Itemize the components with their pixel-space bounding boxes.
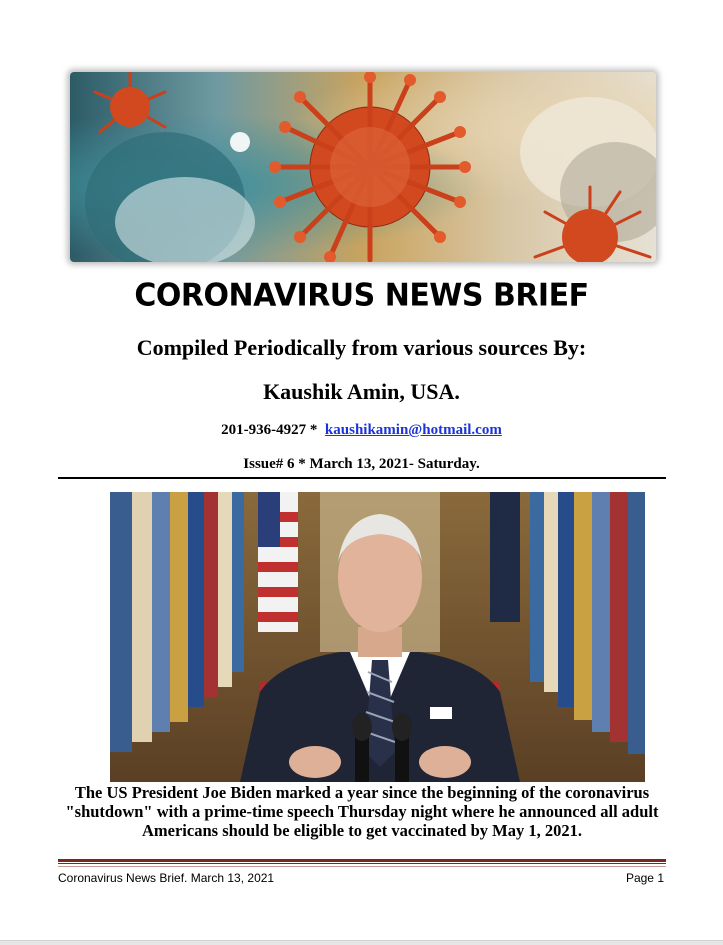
page-number: Page 1: [625, 871, 664, 885]
photo-illustration-icon: [110, 492, 645, 782]
contact-line: [0, 422, 723, 439]
footer-divider-thin: [58, 863, 666, 864]
president-speech-photo: [110, 492, 645, 782]
footer-divider-light: [58, 866, 666, 867]
phone-number: 201-936-4927 *: [221, 422, 318, 438]
footer-publication: Coronavirus News Brief. March 13, 2021: [58, 871, 275, 885]
compiled-by-subtitle: Compiled Periodically from various sources By:: [136, 335, 587, 360]
author-name: Kaushik Amin, USA.: [263, 379, 460, 404]
header-divider: [58, 477, 666, 479]
page-title: CORONAVIRUS NEWS BRIEF: [134, 277, 589, 314]
issue-line: Issue# 6 * March 13, 2021- Saturday.: [243, 456, 480, 472]
page-edge: [0, 940, 723, 945]
virus-banner-image: [70, 72, 656, 262]
virus-illustration-icon: [70, 72, 656, 262]
email-link[interactable]: kaushikamin@hotmail.com: [324, 422, 502, 438]
photo-caption: The US President Joe Biden marked a year since the beginning of the coronavirus "shutdown" with a prime-time speech Thursday night where he announced all adult Americans should be eligible to get vaccinated by May 1, 2021.: [65, 783, 659, 840]
footer-divider: [58, 859, 666, 862]
